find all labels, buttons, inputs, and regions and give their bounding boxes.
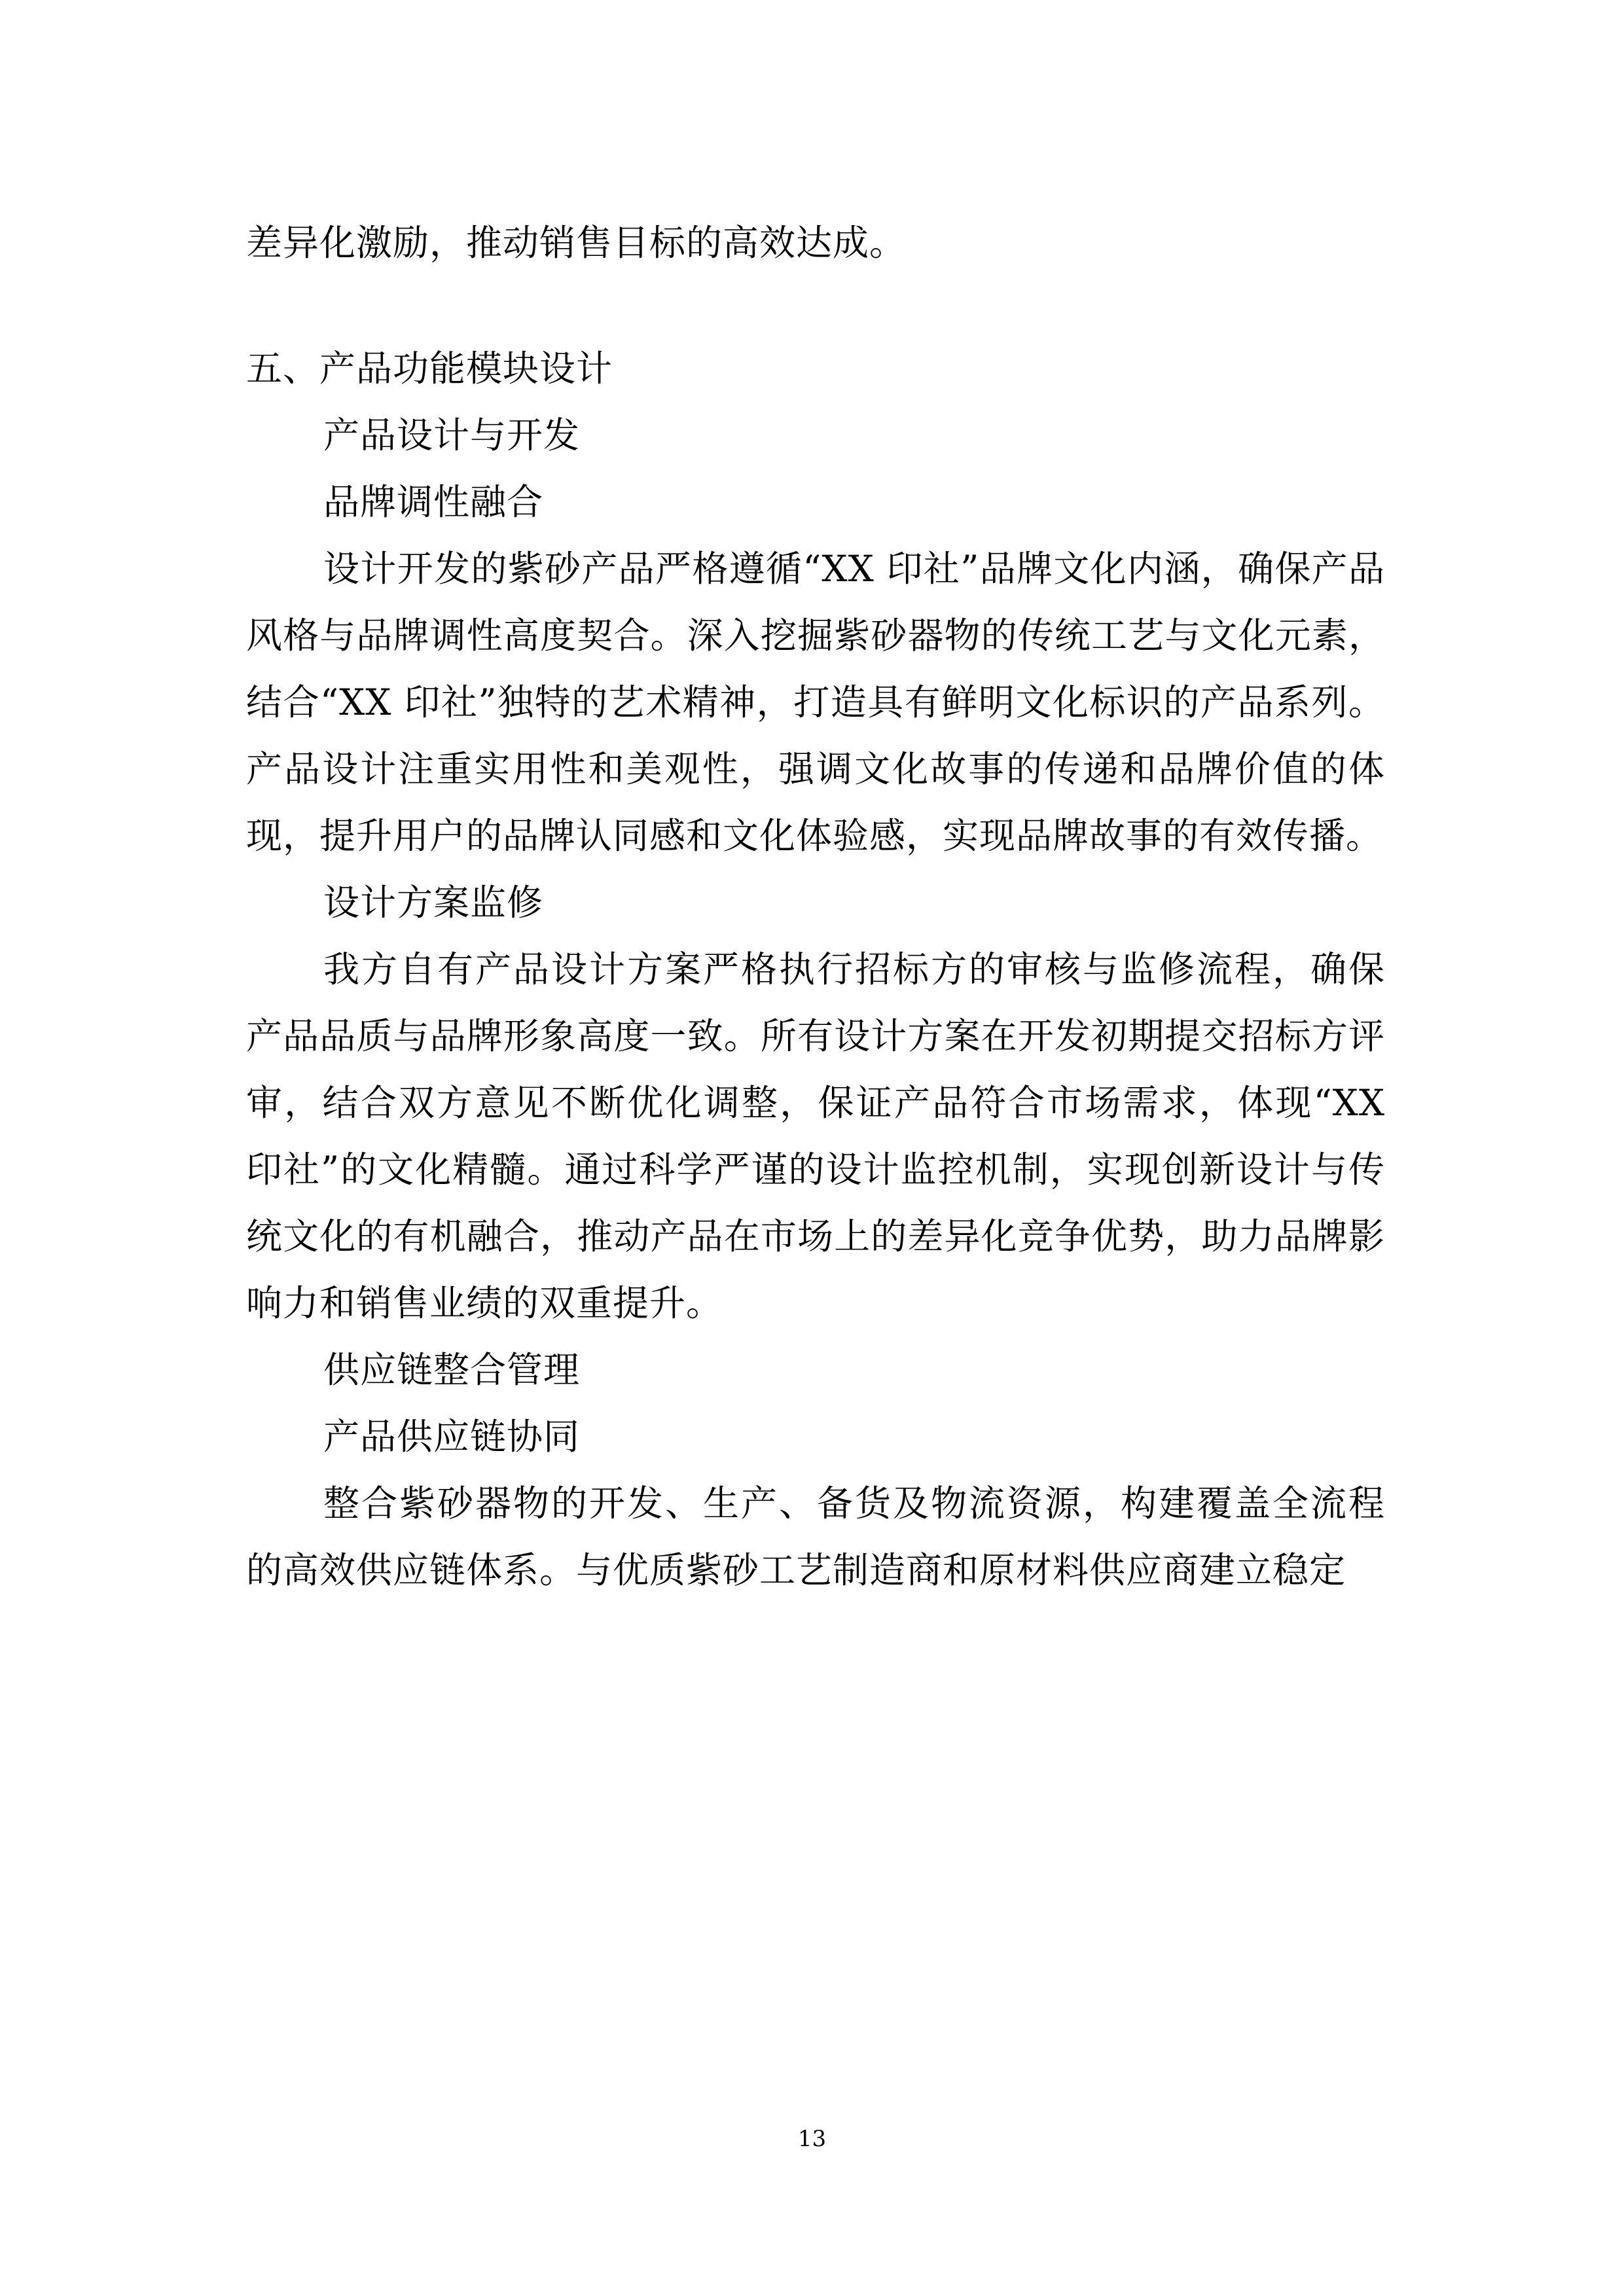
section-heading: 五、产品功能模块设计 (246, 348, 613, 389)
page-number: 13 (797, 2126, 827, 2152)
sub-subsection-heading: 产品供应链协同 (323, 1416, 581, 1458)
paragraph: 设计开发的紫砂产品严格遵循“XX 印社”品牌文化内涵，确保产品风格与品牌调性高度契合。深入挖掘紫砂器物的传统工艺与文化元素，结合“XX 印社”独特的艺术精神，打造具有鲜明文化标识的产品系列。产品设计注重实用性和美观性，强调文化故事的传递和品牌价值的体现，提升用户的品牌认同感和文化体验感，实现品牌故事的有效传播。 (246, 548, 1385, 857)
body-text (246, 209, 1385, 1604)
sub-subsection-heading: 设计方案监修 (323, 882, 544, 924)
paragraph-continued: 差异化激励，推动销售目标的高效达成。 (246, 222, 907, 264)
subsection-heading: 产品设计与开发 (323, 414, 581, 456)
sub-subsection-heading: 品牌调性融合 (323, 481, 544, 523)
subsection-heading: 供应链整合管理 (323, 1349, 581, 1391)
paragraph: 我方自有产品设计方案严格执行招标方的审核与监修流程，确保产品品质与品牌形象高度一致。所有设计方案在开发初期提交招标方评审，结合双方意见不断优化调整，保证产品符合市场需求，体现“XX 印社”的文化精髓。通过科学严谨的设计监控机制，实现创新设计与传统文化的有机融合，推动产品在市场上的差异化竞争优势，助力品牌影响力和销售业绩的双重提升。 (246, 948, 1385, 1324)
paragraph: 整合紫砂器物的开发、生产、备货及物流资源，构建覆盖全流程的高效供应链体系。与优质紫砂工艺制造商和原材料供应商建立稳定 (246, 1482, 1385, 1591)
